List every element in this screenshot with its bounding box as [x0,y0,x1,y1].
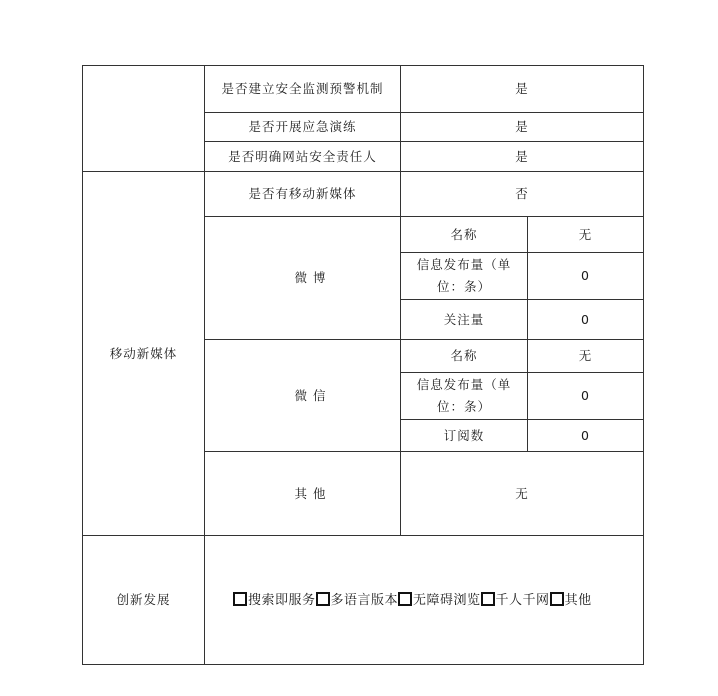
checkbox-search-service[interactable] [233,592,247,606]
has-mobile-value: 否 [401,172,644,217]
row-innovation [83,536,644,665]
checkbox-accessible-browsing[interactable] [398,592,412,606]
row-has-mobile [83,172,644,217]
option-other-label: 其他 [564,592,592,608]
report-table [82,65,644,665]
other-label: 其 他 [205,452,401,536]
checkbox-personalized-web[interactable] [481,592,495,606]
security-section-cell [83,66,205,172]
innovation-options [205,536,644,665]
early-warning-value: 是 [401,66,644,113]
weibo-posts-value: 0 [528,253,644,300]
wechat-posts-label: 信息发布量（单位：条） [401,373,528,420]
drill-label: 是否开展应急演练 [205,113,401,142]
has-mobile-label: 是否有移动新媒体 [205,172,401,217]
responsible-label: 是否明确网站安全责任人 [205,142,401,172]
innovation-option-list [233,593,592,608]
option-personalized-web-label: 千人千网 [495,592,550,608]
wechat-label: 微 信 [205,340,401,452]
checkbox-multilingual[interactable] [316,592,330,606]
early-warning-label: 是否建立安全监测预警机制 [205,66,401,113]
weibo-label: 微 博 [205,217,401,340]
weibo-name-label: 名称 [401,217,528,253]
innovation-label: 创新发展 [83,536,205,665]
responsible-value: 是 [401,142,644,172]
option-multilingual-label: 多语言版本 [330,592,399,608]
row-early-warning [83,66,644,113]
checkbox-other[interactable] [550,592,564,606]
wechat-name-value: 无 [528,340,644,373]
option-search-service-label: 搜索即服务 [248,592,316,608]
weibo-name-value: 无 [528,217,644,253]
weibo-followers-value: 0 [528,300,644,340]
option-accessible-browsing-label: 无障碍浏览 [413,592,481,608]
wechat-posts-value: 0 [528,373,644,420]
wechat-name-label: 名称 [401,340,528,373]
drill-value: 是 [401,113,644,142]
weibo-posts-label: 信息发布量（单位：条） [401,253,528,300]
weibo-followers-label: 关注量 [401,300,528,340]
mobile-section-label: 移动新媒体 [83,172,205,536]
wechat-subs-label: 订阅数 [401,420,528,452]
other-value: 无 [401,452,644,536]
wechat-subs-value: 0 [528,420,644,452]
